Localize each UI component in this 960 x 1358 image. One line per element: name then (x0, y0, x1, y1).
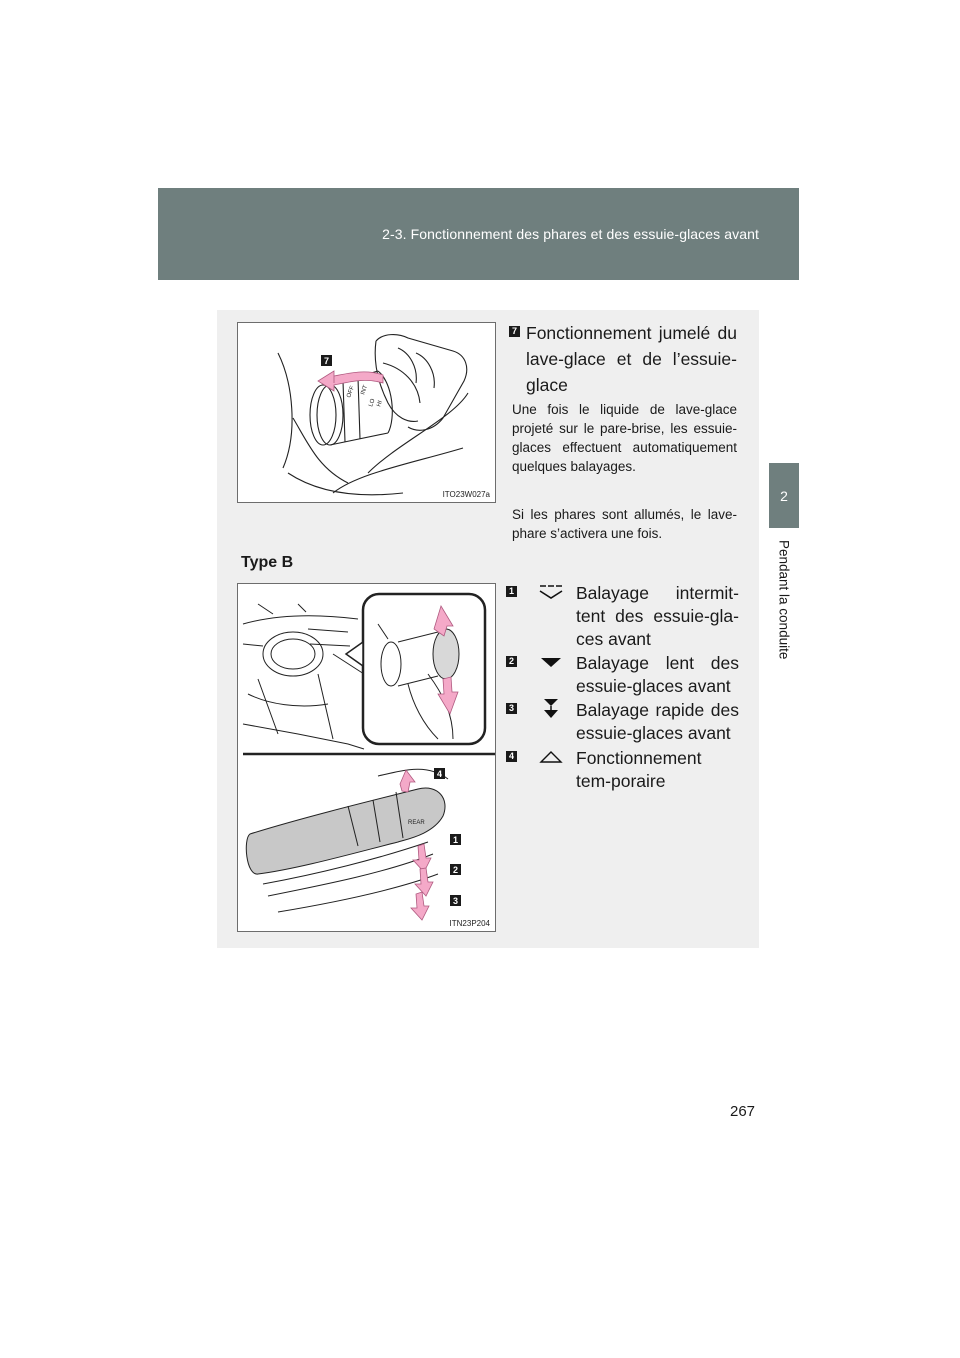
chapter-tab (769, 463, 799, 528)
svg-text:HI: HI (376, 399, 384, 408)
mist-wipe-icon (528, 747, 574, 767)
svg-text:OFF: OFF (346, 385, 356, 399)
item-text: Balayage lent des essuie-glaces avant (576, 653, 739, 696)
page-number: 267 (730, 1103, 756, 1120)
item-text: Fonctionnement tem-poraire (576, 748, 702, 791)
fast-wipe-icon (528, 699, 574, 719)
lo-arrow (415, 868, 433, 896)
section-title: 2-3. Fonctionnement des phares et des essuie-glaces avant (382, 226, 759, 242)
svg-text:INT: INT (360, 384, 370, 396)
wiper-washer-figure (237, 322, 496, 503)
item-text: Balayage intermit-tent des essuie-gla-ces avant (576, 583, 739, 649)
headlight-washer-paragraph: Si les phares sont allumés, le lave-phare s’activera une fois. (512, 507, 737, 541)
chapter-number: 2 (780, 487, 788, 504)
svg-text:REAR: REAR (408, 820, 425, 826)
hand-lever-illustration (238, 323, 495, 502)
type-b-heading: Type B (241, 554, 294, 571)
washer-heading: Fonctionnement jumelé du lave-glace et de l’essuie-glace (526, 323, 737, 395)
item-badge: 7 (509, 326, 520, 337)
figure-code: ITO23W027a (442, 490, 490, 499)
svg-text:3: 3 (452, 896, 459, 906)
washer-paragraph: Une fois le liquide de lave-glace projeté sur le pare-brise, les essuie-glaces effectuent automatiquement quelques balayages. (512, 402, 737, 474)
svg-text:1: 1 (452, 835, 459, 845)
mist-arrow (400, 770, 415, 792)
chapter-label: Pendant la conduite (776, 540, 792, 660)
header-band (158, 188, 799, 280)
item-text: Balayage rapide des essuie-glaces avant (576, 700, 739, 743)
type-b-lever-illustration (238, 584, 495, 931)
slow-wipe-icon (528, 652, 574, 672)
svg-text:4: 4 (436, 769, 443, 779)
figure-code: ITN23P204 (449, 919, 490, 928)
intermittent-wiper-icon (528, 582, 574, 602)
svg-text:LO: LO (368, 398, 377, 408)
svg-text:7: 7 (323, 356, 330, 366)
type-b-lever-figure (237, 583, 496, 932)
int-arrow (413, 844, 431, 872)
svg-text:2: 2 (452, 865, 459, 875)
